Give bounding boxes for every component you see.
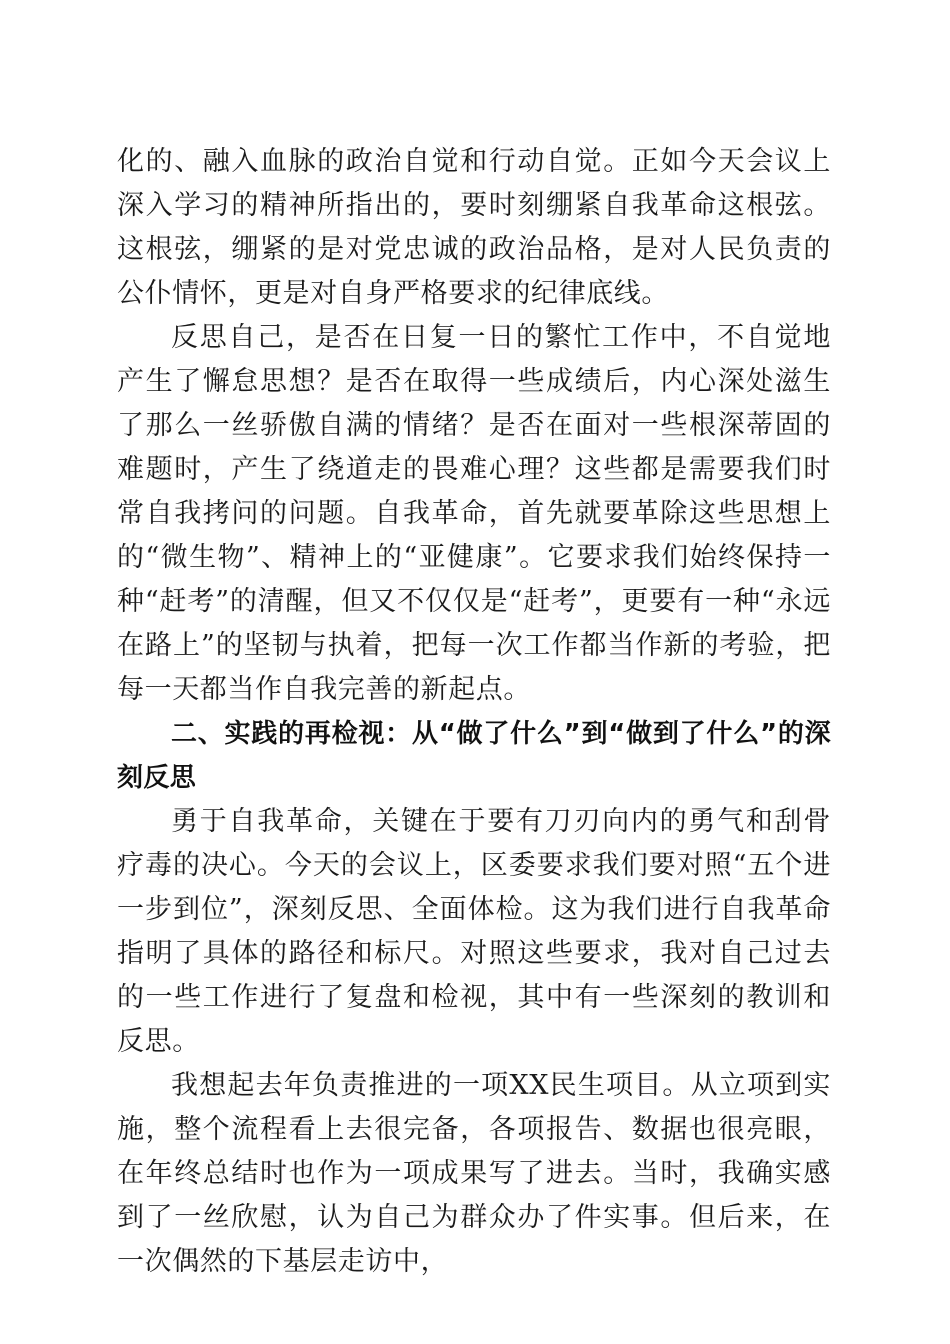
section-heading: 二、实践的再检视：从“做了什么”到“做到了什么”的深刻反思 [117, 719, 831, 793]
paragraph-4: 我想起去年负责推进的一项XX民生项目。从立项到实施，整个流程看上去很完备，各项报告、数据也很亮眼，在年终总结时也作为一项成果写了进去。当时，我确实感到了一丝欣慰，认为自己为群众办了件实事。但后来，在一次偶然的下基层走访中， [117, 1070, 831, 1277]
paragraph-3: 勇于自我革命，关键在于要有刀刃向内的勇气和刮骨疗毒的决心。今天的会议上，区委要求我们要对照“五个进一步到位”，深刻反思、全面体检。这为我们进行自我革命指明了具体的路径和标尺。对照这些要求，我对自己过去的一些工作进行了复盘和检视，其中有一些深刻的教训和反思。 [117, 806, 831, 1057]
paragraph-2: 反思自己，是否在日复一日的繁忙工作中，不自觉地产生了懈怠思想？是否在取得一些成绩后，内心深处滋生了那么一丝骄傲自满的情绪？是否在面对一些根深蒂固的难题时，产生了绕道走的畏难心理？这些都是需要我们时常自我拷问的问题。自我革命，首先就要革除这些思想上的“微生物”、精神上的“亚健康”。它要求我们始终保持一种“赶考”的清醒，但又不仅仅是“赶考”，更要有一种“永远在路上”的坚韧与执着，把每一次工作都当作新的考验，把每一天都当作自我完善的新起点。 [117, 322, 831, 705]
paragraph-1: 化的、融入血脉的政治自觉和行动自觉。正如今天会议上深入学习的精神所指出的，要时刻绷紧自我革命这根弦。这根弦，绷紧的是对党忠诚的政治品格，是对人民负责的公仆情怀，更是对自身严格要求的纪律底线。 [117, 146, 831, 309]
document-body [117, 140, 831, 1284]
